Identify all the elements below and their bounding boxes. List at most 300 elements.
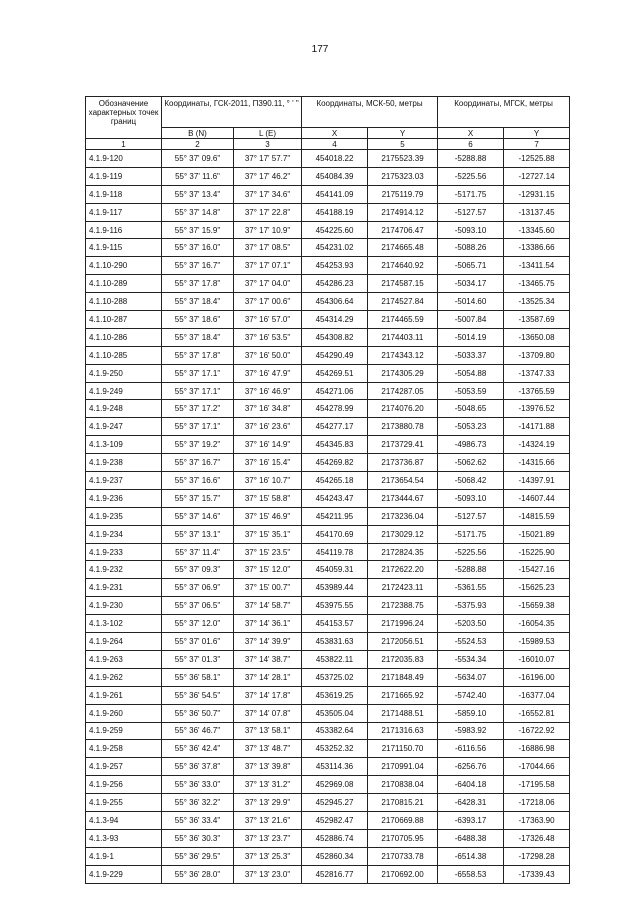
mgsk-x-cell: -5983.92 (438, 722, 504, 740)
header-mgsk-x: X (438, 128, 504, 139)
msk-x-cell: 454286.23 (302, 275, 368, 293)
latitude-cell: 55° 37' 16.0" (162, 239, 234, 257)
column-number: 7 (504, 139, 570, 150)
point-id-cell: 4.1.9-120 (86, 150, 162, 168)
table-row (86, 489, 570, 507)
table-row (86, 346, 570, 364)
msk-x-cell: 452886.74 (302, 829, 368, 847)
msk-y-cell: 2170733.78 (368, 847, 438, 865)
msk-y-cell: 2171488.51 (368, 704, 438, 722)
mgsk-x-cell: -5859.10 (438, 704, 504, 722)
msk-x-cell: 453252.32 (302, 740, 368, 758)
point-id-cell: 4.1.9-230 (86, 597, 162, 615)
point-id-cell: 4.1.9-116 (86, 221, 162, 239)
mgsk-y-cell: -15659.38 (504, 597, 570, 615)
mgsk-y-cell: -13345.60 (504, 221, 570, 239)
longitude-cell: 37° 15' 00.7" (234, 579, 302, 597)
table-row (86, 221, 570, 239)
table-row (86, 561, 570, 579)
table-row (86, 382, 570, 400)
mgsk-y-cell: -17326.48 (504, 829, 570, 847)
point-id-cell: 4.1.9-249 (86, 382, 162, 400)
msk-y-cell: 2170991.04 (368, 758, 438, 776)
table-row (86, 633, 570, 651)
mgsk-y-cell: -14324.19 (504, 436, 570, 454)
latitude-cell: 55° 36' 50.7" (162, 704, 234, 722)
msk-x-cell: 454059.31 (302, 561, 368, 579)
point-id-cell: 4.1.10-286 (86, 328, 162, 346)
mgsk-x-cell: -6116.56 (438, 740, 504, 758)
latitude-cell: 55° 37' 17.1" (162, 382, 234, 400)
mgsk-y-cell: -16552.81 (504, 704, 570, 722)
latitude-cell: 55° 36' 58.1" (162, 668, 234, 686)
msk-y-cell: 2171665.92 (368, 686, 438, 704)
mgsk-y-cell: -13709.80 (504, 346, 570, 364)
mgsk-x-cell: -5093.10 (438, 489, 504, 507)
mgsk-y-cell: -12931.15 (504, 185, 570, 203)
point-id-cell: 4.1.9-256 (86, 776, 162, 794)
longitude-cell: 37° 17' 08.5" (234, 239, 302, 257)
mgsk-x-cell: -6393.17 (438, 811, 504, 829)
msk-x-cell: 454141.09 (302, 185, 368, 203)
mgsk-y-cell: -13137.45 (504, 203, 570, 221)
msk-x-cell: 454243.47 (302, 489, 368, 507)
longitude-cell: 37° 13' 58.1" (234, 722, 302, 740)
mgsk-x-cell: -5171.75 (438, 185, 504, 203)
mgsk-x-cell: -5534.34 (438, 650, 504, 668)
table-row (86, 293, 570, 311)
latitude-cell: 55° 36' 30.3" (162, 829, 234, 847)
table-row (86, 704, 570, 722)
mgsk-x-cell: -6404.18 (438, 776, 504, 794)
msk-x-cell: 454277.17 (302, 418, 368, 436)
latitude-cell: 55° 37' 12.0" (162, 615, 234, 633)
mgsk-x-cell: -4986.73 (438, 436, 504, 454)
msk-y-cell: 2170669.88 (368, 811, 438, 829)
point-id-cell: 4.1.9-117 (86, 203, 162, 221)
msk-x-cell: 452969.08 (302, 776, 368, 794)
msk-x-cell: 454153.57 (302, 615, 368, 633)
mgsk-y-cell: -15625.23 (504, 579, 570, 597)
table-row (86, 436, 570, 454)
point-id-cell: 4.1.10-287 (86, 311, 162, 329)
table-row (86, 507, 570, 525)
longitude-cell: 37° 13' 31.2" (234, 776, 302, 794)
mgsk-x-cell: -5033.37 (438, 346, 504, 364)
table-row (86, 364, 570, 382)
mgsk-x-cell: -5225.56 (438, 543, 504, 561)
msk-x-cell: 454231.02 (302, 239, 368, 257)
column-number: 5 (368, 139, 438, 150)
mgsk-y-cell: -17298.28 (504, 847, 570, 865)
mgsk-x-cell: -5171.75 (438, 525, 504, 543)
msk-x-cell: 454225.60 (302, 221, 368, 239)
point-id-cell: 4.1.9-264 (86, 633, 162, 651)
longitude-cell: 37° 13' 23.0" (234, 865, 302, 883)
table-row (86, 740, 570, 758)
mgsk-y-cell: -13465.75 (504, 275, 570, 293)
mgsk-x-cell: -6488.38 (438, 829, 504, 847)
msk-y-cell: 2174465.59 (368, 311, 438, 329)
latitude-cell: 55° 36' 29.5" (162, 847, 234, 865)
mgsk-y-cell: -14171.88 (504, 418, 570, 436)
table-row (86, 811, 570, 829)
mgsk-y-cell: -15225.90 (504, 543, 570, 561)
msk-y-cell: 2173736.87 (368, 454, 438, 472)
msk-y-cell: 2172824.35 (368, 543, 438, 561)
longitude-cell: 37° 13' 48.7" (234, 740, 302, 758)
mgsk-x-cell: -5093.10 (438, 221, 504, 239)
msk-x-cell: 454290.49 (302, 346, 368, 364)
latitude-cell: 55° 37' 13.1" (162, 525, 234, 543)
longitude-cell: 37° 17' 07.1" (234, 257, 302, 275)
mgsk-y-cell: -17339.43 (504, 865, 570, 883)
longitude-cell: 37° 16' 15.4" (234, 454, 302, 472)
longitude-cell: 37° 13' 21.6" (234, 811, 302, 829)
table-row (86, 686, 570, 704)
longitude-cell: 37° 17' 00.6" (234, 293, 302, 311)
mgsk-x-cell: -5203.50 (438, 615, 504, 633)
mgsk-x-cell: -5524.53 (438, 633, 504, 651)
mgsk-x-cell: -6558.53 (438, 865, 504, 883)
latitude-cell: 55° 37' 14.8" (162, 203, 234, 221)
msk-x-cell: 454084.39 (302, 167, 368, 185)
point-id-cell: 4.1.9-115 (86, 239, 162, 257)
latitude-cell: 55° 37' 17.8" (162, 346, 234, 364)
table-row (86, 650, 570, 668)
mgsk-y-cell: -16054.35 (504, 615, 570, 633)
latitude-cell: 55° 36' 28.0" (162, 865, 234, 883)
msk-y-cell: 2172388.75 (368, 597, 438, 615)
table-row (86, 758, 570, 776)
table-row (86, 418, 570, 436)
latitude-cell: 55° 37' 09.3" (162, 561, 234, 579)
table-row (86, 400, 570, 418)
point-id-cell: 4.1.10-288 (86, 293, 162, 311)
mgsk-x-cell: -5065.71 (438, 257, 504, 275)
point-id-cell: 4.1.9-257 (86, 758, 162, 776)
latitude-cell: 55° 37' 15.7" (162, 489, 234, 507)
msk-y-cell: 2172035.83 (368, 650, 438, 668)
latitude-cell: 55° 37' 16.7" (162, 454, 234, 472)
mgsk-x-cell: -5288.88 (438, 150, 504, 168)
latitude-cell: 55° 37' 18.4" (162, 293, 234, 311)
column-number: 3 (234, 139, 302, 150)
msk-y-cell: 2171316.63 (368, 722, 438, 740)
msk-x-cell: 453382.64 (302, 722, 368, 740)
table-row (86, 257, 570, 275)
table-row (86, 311, 570, 329)
table-row (86, 829, 570, 847)
point-id-cell: 4.1.9-237 (86, 472, 162, 490)
msk-y-cell: 2174706.47 (368, 221, 438, 239)
msk-y-cell: 2172056.51 (368, 633, 438, 651)
mgsk-y-cell: -14397.91 (504, 472, 570, 490)
msk-x-cell: 452982.47 (302, 811, 368, 829)
msk-y-cell: 2173444.67 (368, 489, 438, 507)
longitude-cell: 37° 17' 22.8" (234, 203, 302, 221)
header-mgsk-y: Y (504, 128, 570, 139)
msk-y-cell: 2174640.92 (368, 257, 438, 275)
longitude-cell: 37° 16' 47.9" (234, 364, 302, 382)
msk-y-cell: 2172423.11 (368, 579, 438, 597)
point-id-cell: 4.1.9-1 (86, 847, 162, 865)
point-id-cell: 4.1.9-118 (86, 185, 162, 203)
point-id-cell: 4.1.9-229 (86, 865, 162, 883)
mgsk-y-cell: -16886.98 (504, 740, 570, 758)
latitude-cell: 55° 37' 06.5" (162, 597, 234, 615)
table-row (86, 239, 570, 257)
point-id-cell: 4.1.9-232 (86, 561, 162, 579)
longitude-cell: 37° 13' 39.8" (234, 758, 302, 776)
longitude-cell: 37° 15' 58.8" (234, 489, 302, 507)
msk-x-cell: 454269.51 (302, 364, 368, 382)
msk-y-cell: 2174914.12 (368, 203, 438, 221)
msk-x-cell: 454345.83 (302, 436, 368, 454)
longitude-cell: 37° 15' 35.1" (234, 525, 302, 543)
mgsk-x-cell: -5014.19 (438, 328, 504, 346)
point-id-cell: 4.1.9-233 (86, 543, 162, 561)
longitude-cell: 37° 17' 10.9" (234, 221, 302, 239)
latitude-cell: 55° 37' 17.1" (162, 418, 234, 436)
latitude-cell: 55° 37' 19.2" (162, 436, 234, 454)
msk-x-cell: 453114.36 (302, 758, 368, 776)
mgsk-x-cell: -5088.26 (438, 239, 504, 257)
msk-x-cell: 454018.22 (302, 150, 368, 168)
msk-y-cell: 2170692.00 (368, 865, 438, 883)
mgsk-x-cell: -5053.59 (438, 382, 504, 400)
table-row (86, 328, 570, 346)
longitude-cell: 37° 14' 36.1" (234, 615, 302, 633)
msk-x-cell: 454188.19 (302, 203, 368, 221)
msk-x-cell: 452860.34 (302, 847, 368, 865)
msk-y-cell: 2175523.39 (368, 150, 438, 168)
mgsk-y-cell: -17363.90 (504, 811, 570, 829)
table-row (86, 525, 570, 543)
mgsk-y-cell: -16377.04 (504, 686, 570, 704)
mgsk-x-cell: -5068.42 (438, 472, 504, 490)
point-id-cell: 4.1.10-290 (86, 257, 162, 275)
mgsk-x-cell: -5375.93 (438, 597, 504, 615)
table-row (86, 203, 570, 221)
mgsk-x-cell: -6428.31 (438, 794, 504, 812)
mgsk-y-cell: -14607.44 (504, 489, 570, 507)
table-row (86, 185, 570, 203)
point-id-cell: 4.1.3-94 (86, 811, 162, 829)
msk-y-cell: 2174665.48 (368, 239, 438, 257)
msk-x-cell: 454253.93 (302, 257, 368, 275)
longitude-cell: 37° 14' 39.9" (234, 633, 302, 651)
msk-y-cell: 2171150.70 (368, 740, 438, 758)
longitude-cell: 37° 14' 07.8" (234, 704, 302, 722)
longitude-cell: 37° 14' 28.1" (234, 668, 302, 686)
longitude-cell: 37° 15' 23.5" (234, 543, 302, 561)
latitude-cell: 55° 37' 16.6" (162, 472, 234, 490)
msk-x-cell: 453975.55 (302, 597, 368, 615)
table-row (86, 454, 570, 472)
point-id-cell: 4.1.10-285 (86, 346, 162, 364)
table-body (86, 150, 570, 884)
msk-y-cell: 2170815.21 (368, 794, 438, 812)
msk-y-cell: 2174527.84 (368, 293, 438, 311)
column-number: 4 (302, 139, 368, 150)
latitude-cell: 55° 37' 18.4" (162, 328, 234, 346)
longitude-cell: 37° 16' 14.9" (234, 436, 302, 454)
msk-y-cell: 2174343.12 (368, 346, 438, 364)
point-id-cell: 4.1.3-102 (86, 615, 162, 633)
mgsk-y-cell: -13411.54 (504, 257, 570, 275)
column-number: 1 (86, 139, 162, 150)
mgsk-y-cell: -16196.00 (504, 668, 570, 686)
point-id-cell: 4.1.9-238 (86, 454, 162, 472)
longitude-cell: 37° 16' 57.0" (234, 311, 302, 329)
msk-x-cell: 454265.18 (302, 472, 368, 490)
latitude-cell: 55° 37' 15.9" (162, 221, 234, 239)
latitude-cell: 55° 36' 46.7" (162, 722, 234, 740)
mgsk-y-cell: -12727.14 (504, 167, 570, 185)
msk-x-cell: 453725.02 (302, 668, 368, 686)
mgsk-x-cell: -5361.55 (438, 579, 504, 597)
mgsk-y-cell: -15021.89 (504, 525, 570, 543)
mgsk-y-cell: -15989.53 (504, 633, 570, 651)
longitude-cell: 37° 14' 17.8" (234, 686, 302, 704)
msk-x-cell: 454119.78 (302, 543, 368, 561)
latitude-cell: 55° 37' 11.6" (162, 167, 234, 185)
longitude-cell: 37° 17' 57.7" (234, 150, 302, 168)
mgsk-y-cell: -13525.34 (504, 293, 570, 311)
header-l: L (E) (234, 128, 302, 139)
msk-x-cell: 453619.25 (302, 686, 368, 704)
point-id-cell: 4.1.9-248 (86, 400, 162, 418)
longitude-cell: 37° 16' 46.9" (234, 382, 302, 400)
mgsk-y-cell: -17195.58 (504, 776, 570, 794)
table-row (86, 579, 570, 597)
longitude-cell: 37° 17' 46.2" (234, 167, 302, 185)
longitude-cell: 37° 13' 23.7" (234, 829, 302, 847)
point-id-cell: 4.1.9-231 (86, 579, 162, 597)
msk-x-cell: 453989.44 (302, 579, 368, 597)
msk-y-cell: 2173236.04 (368, 507, 438, 525)
latitude-cell: 55° 37' 09.6" (162, 150, 234, 168)
mgsk-x-cell: -5127.57 (438, 507, 504, 525)
table-row (86, 794, 570, 812)
point-id-cell: 4.1.9-258 (86, 740, 162, 758)
msk-y-cell: 2175323.03 (368, 167, 438, 185)
latitude-cell: 55° 37' 17.8" (162, 275, 234, 293)
longitude-cell: 37° 14' 58.7" (234, 597, 302, 615)
mgsk-y-cell: -13587.69 (504, 311, 570, 329)
latitude-cell: 55° 37' 11.4" (162, 543, 234, 561)
msk-x-cell: 452816.77 (302, 865, 368, 883)
msk-y-cell: 2173654.54 (368, 472, 438, 490)
point-id-cell: 4.1.9-235 (86, 507, 162, 525)
msk-x-cell: 453831.63 (302, 633, 368, 651)
latitude-cell: 55° 37' 16.7" (162, 257, 234, 275)
msk-y-cell: 2174076.20 (368, 400, 438, 418)
table-row (86, 167, 570, 185)
mgsk-x-cell: -5742.40 (438, 686, 504, 704)
latitude-cell: 55° 36' 32.2" (162, 794, 234, 812)
table-row (86, 472, 570, 490)
longitude-cell: 37° 13' 29.9" (234, 794, 302, 812)
header-mgsk-coordinates: Координаты, МГСК, метры (438, 97, 570, 128)
mgsk-x-cell: -5007.84 (438, 311, 504, 329)
mgsk-x-cell: -5062.62 (438, 454, 504, 472)
header-msk-x: X (302, 128, 368, 139)
page-number: 177 (311, 44, 329, 55)
mgsk-y-cell: -15427.16 (504, 561, 570, 579)
msk-x-cell: 454278.99 (302, 400, 368, 418)
latitude-cell: 55° 36' 33.0" (162, 776, 234, 794)
latitude-cell: 55° 37' 06.9" (162, 579, 234, 597)
mgsk-y-cell: -13386.66 (504, 239, 570, 257)
point-id-cell: 4.1.9-250 (86, 364, 162, 382)
mgsk-x-cell: -5288.88 (438, 561, 504, 579)
latitude-cell: 55° 37' 18.6" (162, 311, 234, 329)
column-number: 2 (162, 139, 234, 150)
latitude-cell: 55° 37' 17.1" (162, 364, 234, 382)
mgsk-x-cell: -5225.56 (438, 167, 504, 185)
point-id-cell: 4.1.9-262 (86, 668, 162, 686)
latitude-cell: 55° 37' 01.3" (162, 650, 234, 668)
latitude-cell: 55° 37' 17.2" (162, 400, 234, 418)
mgsk-y-cell: -17044.66 (504, 758, 570, 776)
msk-y-cell: 2174305.29 (368, 364, 438, 382)
coordinates-table (85, 96, 570, 884)
table-row (86, 543, 570, 561)
table-row (86, 847, 570, 865)
point-id-cell: 4.1.9-259 (86, 722, 162, 740)
msk-x-cell: 454308.82 (302, 328, 368, 346)
latitude-cell: 55° 36' 42.4" (162, 740, 234, 758)
point-id-cell: 4.1.9-263 (86, 650, 162, 668)
msk-y-cell: 2173729.41 (368, 436, 438, 454)
header-point-designation: Обозначение характерных точек границ (86, 97, 162, 139)
header-b: B (N) (162, 128, 234, 139)
msk-y-cell: 2170705.95 (368, 829, 438, 847)
longitude-cell: 37° 16' 53.5" (234, 328, 302, 346)
msk-y-cell: 2174587.15 (368, 275, 438, 293)
msk-y-cell: 2174403.11 (368, 328, 438, 346)
mgsk-y-cell: -16722.92 (504, 722, 570, 740)
point-id-cell: 4.1.9-260 (86, 704, 162, 722)
mgsk-x-cell: -5634.07 (438, 668, 504, 686)
table-row (86, 275, 570, 293)
longitude-cell: 37° 17' 34.6" (234, 185, 302, 203)
longitude-cell: 37° 15' 12.0" (234, 561, 302, 579)
mgsk-x-cell: -6514.38 (438, 847, 504, 865)
mgsk-x-cell: -5014.60 (438, 293, 504, 311)
mgsk-y-cell: -12525.88 (504, 150, 570, 168)
msk-x-cell: 454170.69 (302, 525, 368, 543)
msk-y-cell: 2172622.20 (368, 561, 438, 579)
mgsk-y-cell: -16010.07 (504, 650, 570, 668)
msk-y-cell: 2175119.79 (368, 185, 438, 203)
msk-x-cell: 454306.64 (302, 293, 368, 311)
mgsk-y-cell: -13765.59 (504, 382, 570, 400)
mgsk-y-cell: -17218.06 (504, 794, 570, 812)
table-row (86, 776, 570, 794)
mgsk-y-cell: -13976.52 (504, 400, 570, 418)
msk-y-cell: 2173029.12 (368, 525, 438, 543)
msk-y-cell: 2173880.78 (368, 418, 438, 436)
latitude-cell: 55° 36' 37.8" (162, 758, 234, 776)
point-id-cell: 4.1.9-255 (86, 794, 162, 812)
latitude-cell: 55° 37' 13.4" (162, 185, 234, 203)
msk-x-cell: 454269.82 (302, 454, 368, 472)
mgsk-x-cell: -5127.57 (438, 203, 504, 221)
table-row (86, 865, 570, 883)
